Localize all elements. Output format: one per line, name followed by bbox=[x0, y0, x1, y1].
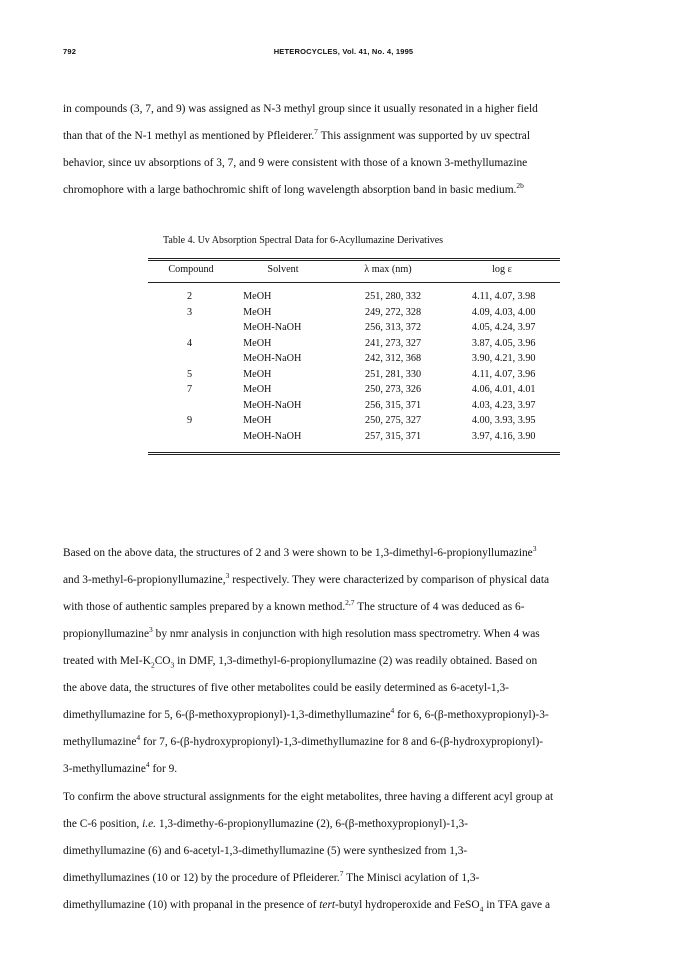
cell-lambda-max: 242, 312, 368 bbox=[365, 353, 422, 364]
cell-compound bbox=[148, 351, 231, 367]
page-number: 792 bbox=[63, 47, 77, 56]
column-header-solvent: Solvent bbox=[267, 264, 299, 275]
cell-lambda-max: 256, 315, 371 bbox=[365, 399, 422, 411]
table-row bbox=[148, 305, 560, 321]
cell-lambda-max: 251, 280, 332 bbox=[365, 291, 422, 302]
table-row bbox=[148, 367, 560, 383]
cell-lambda-max: 250, 273, 326 bbox=[365, 384, 422, 395]
table-row bbox=[148, 320, 560, 336]
cell-lambda-max: 241, 273, 327 bbox=[365, 337, 422, 349]
text-line: dimethyllumazine (6) and 6-acetyl-1,3-dimethyllumazine (5) were synthesized from 1,3- bbox=[63, 845, 468, 857]
text-line: To confirm the above structural assignments for the eight metabolites, three having a different acyl group at bbox=[63, 791, 554, 803]
table-caption: Table 4. Uv Absorption Spectral Data for 6-Acyllumazine Derivatives bbox=[163, 235, 444, 246]
table-row bbox=[148, 382, 560, 398]
cell-lambda-max: 251, 281, 330 bbox=[365, 368, 422, 380]
cell-lambda-max: 250, 275, 327 bbox=[365, 415, 422, 426]
cell-log-epsilon: 3.97, 4.16, 3.90 bbox=[471, 430, 536, 442]
column-header-log-epsilon: log ε bbox=[492, 264, 512, 275]
text-line: Based on the above data, the structures of 2 and 3 were shown to be 1,3-dimethyl-6-propionyllumazine$^3$ bbox=[63, 544, 537, 559]
table-header-row bbox=[148, 261, 560, 282]
cell-log-epsilon: 4.03, 4.23, 3.97 bbox=[471, 399, 536, 411]
text-line: propionyllumazine$^3$ by nmr analysis in conjunction with high resolution mass spectrometry. When 4 was bbox=[63, 625, 540, 640]
cell-compound: 9 bbox=[187, 415, 193, 426]
cell-lambda-max: 249, 272, 328 bbox=[365, 306, 422, 318]
table-row bbox=[148, 429, 560, 453]
cell-compound: 4 bbox=[187, 337, 193, 349]
cell-compound: 2 bbox=[187, 291, 193, 302]
text-line: methyllumazine$^4$ for 7, 6-(β-hydroxypropionyl)-1,3-dimethyllumazine for 8 and 6-(β-hydroxypropionyl)- bbox=[63, 733, 544, 748]
cell-solvent: MeOH bbox=[243, 415, 272, 426]
column-header-lambda-max: λ max (nm) bbox=[364, 264, 412, 275]
paragraph-structures bbox=[63, 540, 631, 783]
text-line: dimethyllumazine for 5, 6-(β-methoxypropionyl)-1,3-dimethyllumazine$^4$ for 6, 6-(β-methoxypropionyl)-3- bbox=[63, 706, 549, 721]
cell-solvent: MeOH bbox=[243, 306, 272, 318]
running-header: HETEROCYCLES, Vol. 41, No. 4, 1995 bbox=[273, 47, 414, 56]
cell-solvent: MeOH bbox=[243, 337, 272, 349]
text-line: dimethyllumazines (10 or 12) by the procedure of Pfleiderer.$^7$ The Minisci acylation of 1,3- bbox=[63, 869, 480, 884]
cell-log-epsilon: 4.06, 4.01, 4.01 bbox=[471, 384, 536, 395]
column-header-compound: Compound bbox=[168, 264, 214, 275]
text-line: than that of the N-1 methyl as mentioned by Pfleiderer.$^7$ This assignment was supported by uv spectral bbox=[63, 127, 530, 142]
cell-log-epsilon: 4.11, 4.07, 3.96 bbox=[472, 368, 536, 380]
text-line: dimethyllumazine (10) with propanal in the presence of tert-butyl hydroperoxide and FeSO$_4$ in TFA gave a bbox=[63, 899, 551, 914]
cell-lambda-max: 257, 315, 371 bbox=[365, 430, 422, 442]
cell-log-epsilon: 4.00, 3.93, 3.95 bbox=[471, 415, 536, 426]
text-line: in compounds (3, 7, and 9) was assigned as N-3 methyl group since it usually resonated in a higher field bbox=[63, 103, 538, 115]
paragraph-synthesis bbox=[63, 784, 631, 919]
cell-solvent: MeOH-NaOH bbox=[243, 399, 302, 411]
table-row bbox=[148, 283, 560, 305]
text-line: chromophore with a large bathochromic shift of long wavelength absorption band in basic medium.$^{2b}$ bbox=[63, 181, 524, 196]
table-row bbox=[148, 336, 560, 352]
cell-log-epsilon: 4.05, 4.24, 3.97 bbox=[471, 322, 536, 333]
table-bottom-rule bbox=[148, 452, 560, 455]
cell-log-epsilon: 3.90, 4.21, 3.90 bbox=[471, 353, 536, 364]
cell-solvent: MeOH-NaOH bbox=[243, 430, 302, 442]
cell-solvent: MeOH bbox=[243, 384, 272, 395]
text-line: and 3-methyl-6-propionyllumazine,$^3$ respectively. They were characterized by comparison of physical data bbox=[63, 571, 550, 586]
cell-solvent: MeOH-NaOH bbox=[243, 353, 302, 364]
cell-compound: 5 bbox=[187, 368, 193, 380]
cell-log-epsilon: 4.11, 4.07, 3.98 bbox=[472, 291, 536, 302]
cell-compound bbox=[148, 398, 231, 414]
table-row bbox=[148, 413, 560, 429]
spectral-data-table bbox=[148, 258, 560, 455]
cell-log-epsilon: 4.09, 4.03, 4.00 bbox=[471, 306, 536, 318]
cell-solvent: MeOH-NaOH bbox=[243, 322, 302, 333]
cell-solvent: MeOH bbox=[243, 291, 272, 302]
text-line: treated with MeI-$K_2CO_3$ in DMF, 1,3-dimethyl-6-propionyllumazine (2) was readily obtained. Based on bbox=[63, 655, 538, 670]
table-row bbox=[148, 351, 560, 367]
text-line: 3-methyllumazine$^4$ for 9. bbox=[63, 760, 178, 775]
cell-compound bbox=[148, 320, 231, 336]
text-line: behavior, since uv absorptions of 3, 7, and 9 were consistent with those of a known 3-methyllumazine bbox=[63, 157, 528, 169]
text-line: the above data, the structures of five other metabolites could be easily determined as 6-acetyl-1,3- bbox=[63, 682, 509, 694]
table-row bbox=[148, 398, 560, 414]
cell-compound: 7 bbox=[187, 384, 193, 395]
cell-solvent: MeOH bbox=[243, 368, 272, 380]
cell-compound bbox=[148, 429, 231, 453]
intro-paragraph bbox=[63, 96, 631, 204]
cell-compound: 3 bbox=[187, 306, 193, 318]
cell-log-epsilon: 3.87, 4.05, 3.96 bbox=[471, 337, 536, 349]
cell-lambda-max: 256, 313, 372 bbox=[365, 322, 422, 333]
text-line: with those of authentic samples prepared by a known method.$^{2,7}$ The structure of 4 was deduced as 6- bbox=[63, 598, 525, 613]
text-line: the C-6 position, i.e. 1,3-dimethy-6-propionyllumazine (2), 6-(β-methoxypropionyl)-1,3- bbox=[63, 818, 469, 830]
